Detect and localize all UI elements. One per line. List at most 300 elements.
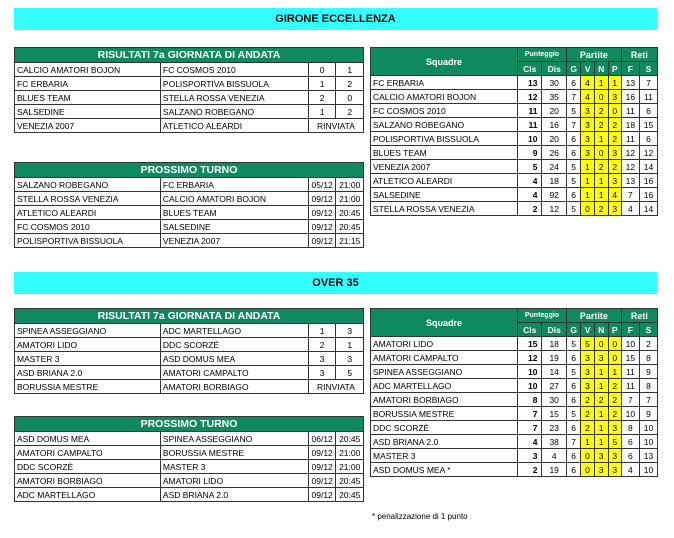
home-team: AMATORI LIDO [15,338,161,352]
table-row [15,119,364,133]
table-row [371,407,658,421]
team-name: STELLA ROSSA VENEZIA [371,202,518,216]
team-name: FC ERBARIA [371,76,518,90]
home-team: AMATORI CAMPALTO [15,446,161,460]
draws: 2 [594,202,608,216]
table-row [371,76,658,90]
home-team: SALSEDINE [15,105,161,119]
wins: 3 [581,379,594,393]
col-reti: Reti [621,309,657,323]
draws: 1 [594,132,608,146]
team-name: ASD BRIANA 2.0 [371,435,518,449]
team-name: SPINEA ASSEGGIANO [371,365,518,379]
home-score: 2 [308,338,336,352]
away-team: FC ERBARIA [160,178,308,192]
discipline: 18 [542,337,566,351]
losses: 3 [608,90,621,104]
home-team: STELLA ROSSA VENEZIA [15,192,161,206]
match-time: 20:45 [336,206,364,220]
wins: 4 [581,90,594,104]
table-row [15,446,364,460]
table-row [371,188,658,202]
match-date: 09/12 [308,206,336,220]
results-table-over35 [14,308,364,394]
match-note: RINVIATA [308,380,363,394]
draws: 1 [594,365,608,379]
table-row [15,91,364,105]
table-row [371,104,658,118]
home-score: 2 [308,91,336,105]
losses: 0 [608,351,621,365]
wins: 4 [581,76,594,90]
goals-against: 13 [639,449,657,463]
goals-against: 6 [639,132,657,146]
losses: 5 [608,435,621,449]
team-name: BORUSSIA MESTRE [371,407,518,421]
goals-for: 4 [621,463,639,477]
points: 13 [518,76,542,90]
table-row [15,366,364,380]
goals-for: 7 [621,188,639,202]
wins: 2 [581,407,594,421]
points: 11 [518,104,542,118]
goals-against: 8 [639,351,657,365]
standings-table-eccellenza [370,47,658,216]
col-n: N [594,323,608,337]
games: 6 [566,132,580,146]
losses: 1 [608,365,621,379]
team-name: ADC MARTELLAGO [371,379,518,393]
goals-against: 14 [639,202,657,216]
match-date: 09/12 [308,220,336,234]
goals-for: 10 [621,337,639,351]
discipline: 20 [542,132,566,146]
away-team: ADC MARTELLAGO [160,324,308,338]
games: 6 [566,146,580,160]
discipline: 35 [542,90,566,104]
games: 6 [566,188,580,202]
losses: 1 [608,76,621,90]
wins: 3 [581,351,594,365]
table-row [371,351,658,365]
away-team: BLUES TEAM [160,206,308,220]
home-team: FC COSMOS 2010 [15,220,161,234]
results-title: RISULTATI 7a GIORNATA DI ANDATA [15,309,364,324]
wins: 1 [581,188,594,202]
table-row [15,206,364,220]
away-score: 3 [336,324,364,338]
draws: 2 [594,104,608,118]
draws: 3 [594,449,608,463]
points: 7 [518,421,542,435]
wins: 1 [581,174,594,188]
table-row [15,220,364,234]
losses: 2 [608,407,621,421]
away-team: AMATORI LIDO [160,474,308,488]
games: 7 [566,90,580,104]
home-score: 0 [308,63,336,77]
home-score: 1 [308,324,336,338]
table-row [15,77,364,91]
col-g: G [566,62,580,76]
goals-for: 13 [621,174,639,188]
goals-against: 9 [639,365,657,379]
away-team: DDC SCORZÈ [160,338,308,352]
col-dis: Dis [542,62,566,76]
goals-for: 8 [621,421,639,435]
table-row [371,435,658,449]
team-name: AMATORI BORBIAGO [371,393,518,407]
losses: 0 [608,337,621,351]
losses: 2 [608,379,621,393]
table-row [371,449,658,463]
goals-against: 14 [639,160,657,174]
discipline: 12 [542,202,566,216]
games: 6 [566,351,580,365]
match-time: 21:15 [336,234,364,248]
games: 5 [566,174,580,188]
away-team: AMATORI BORBIAGO [160,380,308,394]
col-p: P [608,62,621,76]
wins: 1 [581,160,594,174]
match-date: 09/12 [308,488,336,502]
team-name: AMATORI CAMPALTO [371,351,518,365]
games: 6 [566,393,580,407]
goals-against: 16 [639,188,657,202]
losses: 0 [608,104,621,118]
draws: 2 [594,118,608,132]
goals-for: 12 [621,146,639,160]
table-row [371,146,658,160]
goals-for: 15 [621,351,639,365]
standings-body [371,76,658,216]
col-cls: Cls [518,323,542,337]
home-team: CALCIO AMATORI BOJON [15,63,161,77]
home-team: SPINEA ASSEGGIANO [15,324,161,338]
losses: 2 [608,132,621,146]
losses: 3 [608,463,621,477]
games: 5 [566,104,580,118]
draws: 1 [594,435,608,449]
away-team: POLISPORTIVA BISSUOLA [160,77,308,91]
wins: 0 [581,449,594,463]
col-v: V [581,323,594,337]
goals-for: 7 [621,393,639,407]
match-time: 20:45 [336,432,364,446]
col-squadre: Squadre [371,48,518,76]
games: 6 [566,421,580,435]
table-row [15,474,364,488]
away-score: 2 [336,77,364,91]
points: 4 [518,174,542,188]
home-team: VENEZIA 2007 [15,119,161,133]
team-name: POLISPORTIVA BISSUOLA [371,132,518,146]
draws: 0 [594,146,608,160]
next-round-table-eccellenza [14,162,364,248]
goals-against: 6 [639,104,657,118]
goals-for: 6 [621,449,639,463]
goals-against: 10 [639,463,657,477]
away-score: 5 [336,366,364,380]
table-row [15,234,364,248]
table-row [15,432,364,446]
table-row [371,463,658,477]
home-team: ATLETICO ALEARDI [15,206,161,220]
table-row [371,132,658,146]
draws: 0 [594,90,608,104]
losses: 2 [608,118,621,132]
discipline: 19 [542,351,566,365]
goals-for: 6 [621,435,639,449]
next-round-table-over35 [14,416,364,502]
draws: 3 [594,463,608,477]
away-score: 0 [336,91,364,105]
points: 3 [518,449,542,463]
discipline: 19 [542,463,566,477]
goals-against: 2 [639,337,657,351]
discipline: 30 [542,393,566,407]
match-date: 09/12 [308,460,336,474]
goals-against: 15 [639,118,657,132]
discipline: 38 [542,435,566,449]
match-date: 05/12 [308,178,336,192]
match-date: 09/12 [308,234,336,248]
draws: 1 [594,76,608,90]
team-name: BLUES TEAM [371,146,518,160]
home-score: 3 [308,352,336,366]
games: 7 [566,118,580,132]
away-team: CALCIO AMATORI BOJON [160,192,308,206]
home-team: BORUSSIA MESTRE [15,380,161,394]
wins: 3 [581,104,594,118]
points: 4 [518,188,542,202]
wins: 0 [581,463,594,477]
losses: 2 [608,393,621,407]
table-row [371,421,658,435]
points: 8 [518,393,542,407]
match-date: 06/12 [308,432,336,446]
match-time: 20:45 [336,220,364,234]
match-time: 21:00 [336,178,364,192]
table-row [371,174,658,188]
goals-against: 10 [639,435,657,449]
goals-against: 10 [639,421,657,435]
table-row [15,105,364,119]
games: 6 [566,379,580,393]
discipline: 16 [542,118,566,132]
games: 5 [566,365,580,379]
away-team: ATLETICO ALEARDI [160,119,308,133]
table-row [15,178,364,192]
match-time: 20:45 [336,474,364,488]
standings-table-over35 [370,308,658,477]
col-punteggio: Punteggio [518,48,567,62]
goals-for: 18 [621,118,639,132]
discipline: 14 [542,365,566,379]
col-cls: Cls [518,62,542,76]
col-g: G [566,323,580,337]
col-f: F [621,323,639,337]
goals-for: 16 [621,90,639,104]
losses: 3 [608,146,621,160]
discipline: 4 [542,449,566,463]
points: 4 [518,435,542,449]
away-team: ASD DOMUS MEA [160,352,308,366]
col-reti: Reti [621,48,657,62]
games: 6 [566,463,580,477]
team-name: ATLETICO ALEARDI [371,174,518,188]
home-team: FC ERBARIA [15,77,161,91]
draws: 0 [594,337,608,351]
team-name: SALSEDINE [371,188,518,202]
away-score: 2 [336,105,364,119]
table-row [15,324,364,338]
points: 7 [518,407,542,421]
goals-for: 13 [621,76,639,90]
wins: 3 [581,132,594,146]
points: 10 [518,132,542,146]
col-f: F [621,62,639,76]
goals-against: 7 [639,76,657,90]
goals-for: 11 [621,132,639,146]
col-punteggio: Punteggio [518,309,567,323]
wins: 0 [581,202,594,216]
team-name: DDC SCORZÈ [371,421,518,435]
points: 5 [518,160,542,174]
home-team: ASD DOMUS MEA [15,432,161,446]
wins: 3 [581,365,594,379]
home-team: BLUES TEAM [15,91,161,105]
table-row [371,337,658,351]
points: 2 [518,463,542,477]
home-team: ASD BRIANA 2.0 [15,366,161,380]
games: 7 [566,435,580,449]
draws: 1 [594,188,608,202]
match-time: 21:00 [336,192,364,206]
discipline: 15 [542,407,566,421]
goals-against: 12 [639,146,657,160]
away-team: VENEZIA 2007 [160,234,308,248]
team-name: VENEZIA 2007 [371,160,518,174]
points: 2 [518,202,542,216]
points: 11 [518,118,542,132]
match-note: RINVIATA [308,119,363,133]
section-title-over35: OVER 35 [14,272,657,294]
draws: 1 [594,174,608,188]
results-title: RISULTATI 7a GIORNATA DI ANDATA [15,48,364,63]
match-date: 09/12 [308,446,336,460]
away-team: ASD BRIANA 2.0 [160,488,308,502]
table-row [15,352,364,366]
discipline: 18 [542,174,566,188]
standings-body [371,337,658,477]
match-time: 20:45 [336,488,364,502]
points: 12 [518,90,542,104]
away-score: 1 [336,63,364,77]
team-name: SALZANO ROBEGANO [371,118,518,132]
losses: 3 [608,449,621,463]
wins: 1 [581,435,594,449]
team-name: FC COSMOS 2010 [371,104,518,118]
goals-against: 11 [639,90,657,104]
losses: 3 [608,202,621,216]
away-score: 3 [336,352,364,366]
points: 9 [518,146,542,160]
home-team: DDC SCORZÈ [15,460,161,474]
games: 6 [566,76,580,90]
discipline: 92 [542,188,566,202]
away-team: SPINEA ASSEGGIANO [160,432,308,446]
next-round-title: PROSSIMO TURNO [15,163,364,178]
table-row [371,90,658,104]
home-team: SALZANO ROBEGANO [15,178,161,192]
match-time: 21:00 [336,460,364,474]
footnote: * penalizzazione di 1 punto [372,512,468,521]
away-team: STELLA ROSSA VENEZIA [160,91,308,105]
goals-against: 8 [639,379,657,393]
section-title-eccellenza: GIRONE ECCELLENZA [14,8,657,30]
draws: 1 [594,421,608,435]
table-row [15,488,364,502]
draws: 2 [594,393,608,407]
discipline: 27 [542,379,566,393]
col-squadre: Squadre [371,309,518,337]
goals-against: 9 [639,407,657,421]
away-team: AMATORI CAMPALTO [160,366,308,380]
table-row [371,202,658,216]
col-s: S [639,323,657,337]
match-time: 21:00 [336,446,364,460]
goals-for: 11 [621,365,639,379]
col-dis: Dis [542,323,566,337]
table-row [15,460,364,474]
table-row [371,379,658,393]
home-score: 1 [308,77,336,91]
games: 5 [566,160,580,174]
away-team: SALSEDINE [160,220,308,234]
wins: 3 [581,118,594,132]
results-table-eccellenza [14,47,364,133]
discipline: 30 [542,76,566,90]
table-row [371,160,658,174]
games: 5 [566,407,580,421]
match-date: 09/12 [308,192,336,206]
col-v: V [581,62,594,76]
away-team: SALZANO ROBEGANO [160,105,308,119]
points: 12 [518,351,542,365]
draws: 1 [594,407,608,421]
losses: 3 [608,421,621,435]
col-partite: Partite [566,309,621,323]
games: 6 [566,449,580,463]
table-row [371,118,658,132]
home-score: 3 [308,366,336,380]
draws: 2 [594,160,608,174]
points: 10 [518,379,542,393]
goals-for: 10 [621,407,639,421]
table-row [15,192,364,206]
col-n: N [594,62,608,76]
wins: 2 [581,421,594,435]
col-s: S [639,62,657,76]
losses: 3 [608,174,621,188]
goals-for: 11 [621,379,639,393]
match-date: 09/12 [308,474,336,488]
table-row [15,63,364,77]
col-partite: Partite [566,48,621,62]
table-row [15,338,364,352]
goals-for: 12 [621,160,639,174]
